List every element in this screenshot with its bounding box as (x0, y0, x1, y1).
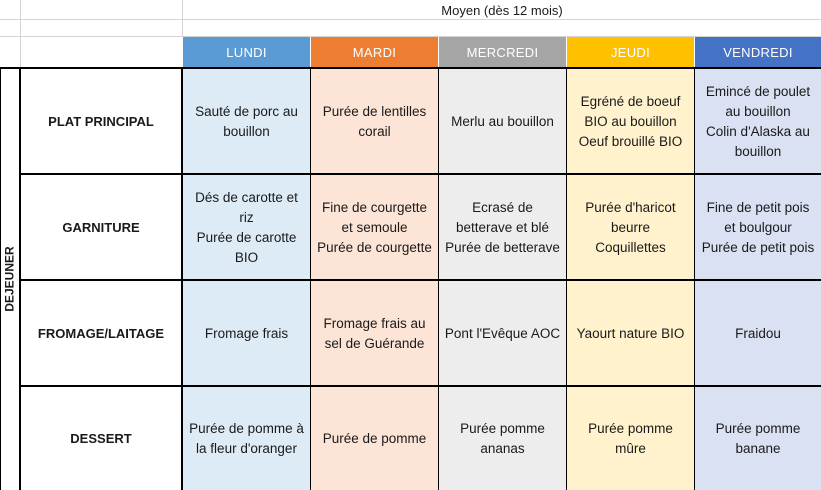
category-plat-principal: PLAT PRINCIPAL (48, 114, 154, 129)
menu-cell-dessert-vendredi: Purée pomme banane (695, 387, 821, 490)
menu-cell-fromage-vendredi: Fraidou (695, 281, 821, 386)
menu-cell-dessert-mardi: Purée de pomme (311, 387, 438, 490)
day-header-jeudi: JEUDI (567, 37, 694, 68)
day-header-mercredi: MERCREDI (439, 37, 566, 68)
menu-cell-fromage-jeudi: Yaourt nature BIO (567, 281, 694, 386)
menu-cell-plat-vendredi: Emincé de poulet au bouillon Colin d'Alaska au bouillon (695, 69, 821, 174)
section-label-text: DEJEUNER (3, 246, 18, 312)
category-fromage-laitage: FROMAGE/LAITAGE (37, 326, 165, 341)
menu-cell-garniture-vendredi: Fine de petit pois et boulgour Purée de petit pois (695, 175, 821, 280)
section-label (0, 68, 20, 490)
menu-cell-garniture-mercredi: Ecrasé de betterave et blé Purée de betterave (439, 175, 566, 280)
menu-cell-dessert-mercredi: Purée pomme ananas (439, 387, 566, 490)
menu-cell-fromage-lundi: Fromage frais (183, 281, 310, 386)
menu-cell-plat-lundi: Sauté de porc au bouillon (183, 69, 310, 174)
category-dessert: DESSERT (70, 431, 132, 446)
day-header-lundi: LUNDI (183, 37, 310, 68)
menu-title: Moyen (dès 12 mois) (441, 2, 563, 18)
menu-cell-fromage-mardi: Fromage frais au sel de Guérande (311, 281, 438, 386)
menu-cell-garniture-lundi: Dés de carotte et riz Purée de carotte BIO (183, 175, 310, 280)
category-garniture: GARNITURE (62, 220, 140, 235)
day-header-vendredi: VENDREDI (695, 37, 821, 68)
menu-cell-fromage-mercredi: Pont l'Evêque AOC (439, 281, 566, 386)
menu-cell-dessert-lundi: Purée de pomme à la fleur d'oranger (183, 387, 310, 490)
day-header-mardi: MARDI (311, 37, 438, 68)
menu-cell-plat-jeudi: Egréné de boeuf BIO au bouillon Oeuf brouillé BIO (567, 69, 694, 174)
menu-cell-garniture-jeudi: Purée d'haricot beurre Coquillettes (567, 175, 694, 280)
menu-cell-garniture-mardi: Fine de courgette et semoule Purée de courgette (311, 175, 438, 280)
menu-cell-plat-mercredi: Merlu au bouillon (439, 69, 566, 174)
menu-cell-dessert-jeudi: Purée pomme mûre (567, 387, 694, 490)
menu-cell-plat-mardi: Purée de lentilles corail (311, 69, 438, 174)
